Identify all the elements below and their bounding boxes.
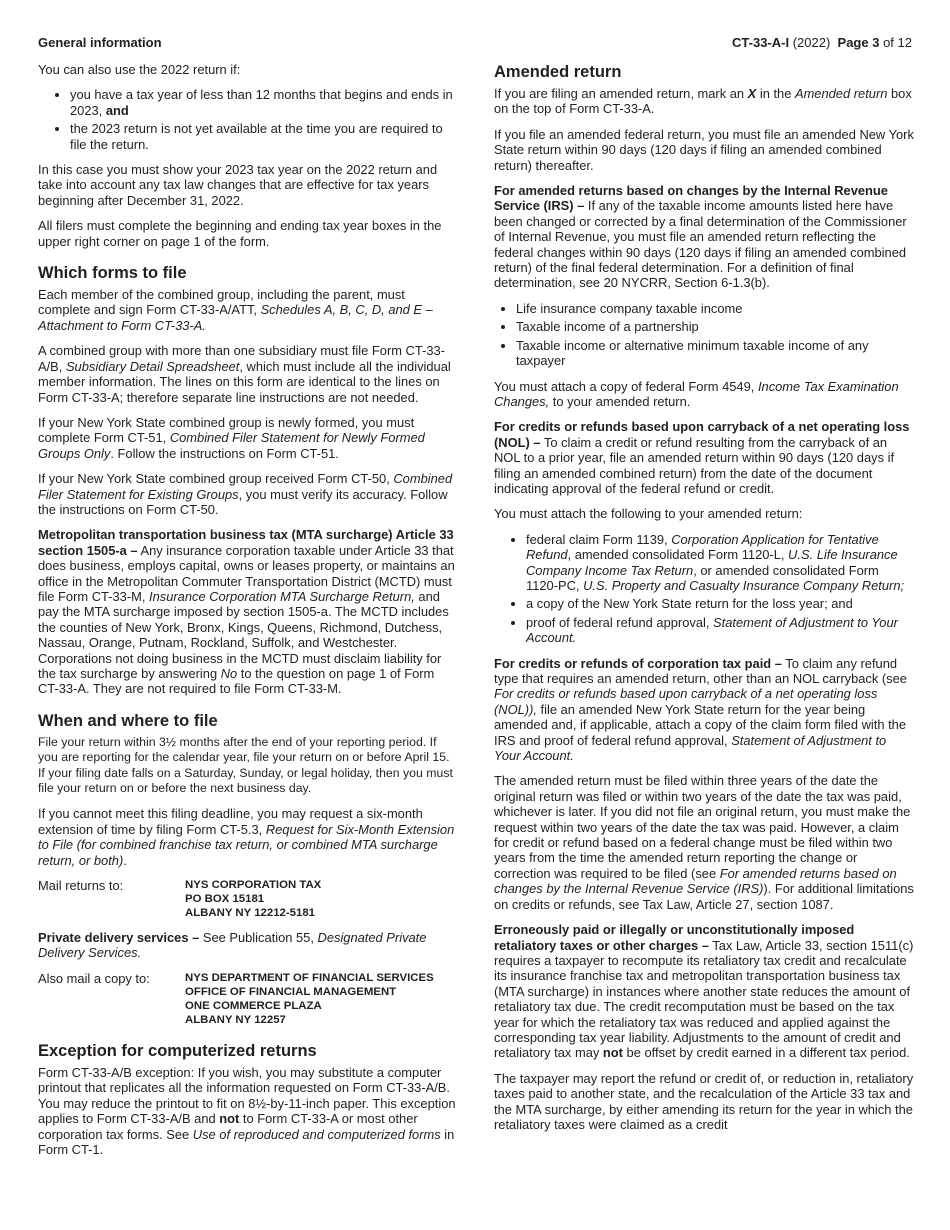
paragraph: If your New York State combined group is newly formed, you must complete Form CT-51, Combined Filer Statement for Newly Formed Groups Only. Follow the instructions on Form CT-51. [38, 414, 425, 461]
paragraph: The amended return must be filed within three years of the date the original return was filed or within two years of the date the tax was paid, whichever is later. If you did not file an original return, you must make the request within two years of the date the tax was paid. However, a claim for credit or refund based on a federal change must be filed within two years from the time the amended return reporting the change or correction was required to be filed (see For amended returns based on changes by the Internal Revenue Service (IRS)). For additional limitations on credits or refunds, see Tax Law, Article 27, section 1087. [494, 773, 914, 912]
mta-surcharge-paragraph: Metropolitan transportation business tax (MTA surcharge) Article 33 section 1505-a – Any insurance corporation taxable under Article 33 that does business, employs capital, owns or leases property, or maintains an office in the Metropolitan Commuter Transportation District (MCTD) must file Form CT-33-M, Insurance Corporation MTA Surcharge Return, and pay the MTA surcharge imposed by section 1505-a. The MCTD includes the counties of New York, Bronx, Kings, Queens, Richmond, Dutchess, Nassau, Orange, Putnam, Rockland, Suffolk, and Westchester. Corporations not doing business in the MCTD must disclaim liability for the tax surcharge by answering No to the question on page 1 of Form CT-33-A. They are not required to file Form CT-33-M. [38, 527, 455, 697]
form-year: (2022) [792, 35, 831, 50]
section-heading-amended: Amended return [494, 63, 622, 81]
page-label: Page 3 [837, 35, 880, 50]
paragraph: If you file an amended federal return, you must file an amended New York State return within 90 days (120 days if filing an amended combined return) thereafter. [494, 126, 914, 173]
mail-label: Mail returns to: [38, 878, 124, 894]
paragraph: You must attach a copy of federal Form 4549, Income Tax Examination Changes, to your amended return. [494, 378, 899, 409]
paragraph: If you are filing an amended return, mark an X in the Amended return box on the top of Form CT-33-A. [494, 86, 912, 117]
page-header [38, 35, 912, 53]
paragraph: If you cannot meet this filing deadline, you may request a six-month extension of time by filing Form CT-5.3, Request for Six-Month Extension to File (for combined franchise tax return, or combined MTA surcharge return, or both). [38, 806, 455, 868]
intro-bullet-list [38, 87, 458, 152]
paragraph: Form CT-33-A/B exception: If you wish, you may substitute a computer printout that replicates all the information requested on Form CT-33-A/B. You may reduce the printout to fit on 8½-by-11-inch paper. This exception applies to Form CT-33-A/B and not to Form CT-33-A or most other corporation tax forms. See Use of reproduced and computerized forms in Form CT-1. [38, 1064, 456, 1157]
list-item: • federal claim Form 1139, Corporation Application for Tentative Refund, amended consolidated Form 1120-L, U.S. Life Insurance Company Income Tax Return, or amended consolidated Form 1120-PC, U.S. Property and Casualty Insurance Company Return; [526, 532, 914, 594]
list-item: • a copy of the New York State return for the loss year; and [526, 596, 914, 611]
list-item: • Taxable income or alternative minimum taxable income of any taxpayer [516, 338, 914, 369]
section-title: General information [38, 35, 162, 50]
corp-tax-paragraph: For credits or refunds of corporation tax paid – To claim any refund type that requires an amended return, other than an NOL carryback (see For credits or refunds based upon carryback of a net operating loss (NOL)), file an amended New York State return for the year being amended and, if applicable, attach a copy of the claim form filed with the IRS and proof of federal refund approval, Statement of Adjustment to Your Account. [494, 655, 907, 764]
irs-paragraph: For amended returns based on changes by the Internal Revenue Service (IRS) – If any of the taxable income amounts listed here have been changed or corrected by a final determination of the Commissioner of Internal Revenue, you must file an amended return reflecting the federal changes within 90 days (120 days if filing an amended combined return) of the final federal determination. For a definition of final determination, see 20 NYCRR, Section 6-1.3(b). [494, 183, 907, 291]
list-item: • Life insurance company taxable income [516, 301, 914, 316]
copy-address-block [38, 971, 458, 1027]
section-heading-exception: Exception for computerized returns [38, 1041, 317, 1060]
irs-bullet-list [494, 301, 914, 369]
section-heading-which-forms: Which forms to file [38, 264, 187, 283]
nol-paragraph: For credits or refunds based upon carryback of a net operating loss (NOL) – To claim a credit or refund resulting from the carryback of an NOL to a prior year, file an amended return within 90 days (120 days if filing an amended combined return) from the date of the document indicating approval of the federal refund or credit. [494, 419, 910, 496]
paragraph: If your New York State combined group received Form CT-50, Combined Filer Statement for Existing Groups, you must verify its accuracy. Follow the instructions on Form CT-50. [38, 471, 453, 517]
mail-address: NYS CORPORATION TAX PO BOX 15181 ALBANY NY 12212-5181 [185, 879, 322, 920]
right-column [494, 62, 914, 1142]
list-item: • proof of federal refund approval, Statement of Adjustment to Your Account. [526, 615, 914, 646]
form-id: CT-33-A-I [732, 35, 790, 50]
page-total: of 12 [883, 35, 912, 50]
form-identifier [732, 35, 912, 50]
private-delivery-paragraph: Private delivery services – See Publication 55, Designated Private Delivery Services. [38, 930, 427, 961]
paragraph: Each member of the combined group, including the parent, must complete and sign Form CT-33-A/ATT, Schedules A, B, C, D, and E – Attachment to Form CT-33-A. [38, 287, 433, 333]
intro-text: You can also use the 2022 return if: [38, 62, 241, 77]
list-item: • you have a tax year of less than 12 months that begins and ends in 2023, and [70, 87, 458, 118]
list-item: • Taxable income of a partnership [516, 319, 914, 334]
list-item: • the 2023 return is not yet available at the time you are required to file the return. [70, 121, 458, 152]
mail-address-block [38, 878, 458, 920]
left-column [38, 62, 458, 1167]
paragraph: A combined group with more than one subsidiary must file Form CT-33-A/B, Subsidiary Detail Spreadsheet, which must include all the individual member information. The lines on this form are identical to the lines on Form CT-33-A; therefore separate line instructions are not needed. [38, 343, 451, 405]
section-heading-when-where: When and where to file [38, 711, 218, 730]
paragraph: The taxpayer may report the refund or credit of, or reduction in, retaliatory taxes paid to another state, and the recalculation of the Article 33 tax and the MTA surcharge, by either amending its return for the year in which the retaliatory taxes were claimed as a credit [494, 1070, 914, 1132]
paragraph: All filers must complete the beginning and ending tax year boxes in the upper right corner on page 1 of the form. [38, 218, 442, 249]
copy-address: NYS DEPARTMENT OF FINANCIAL SERVICES OFFICE OF FINANCIAL MANAGEMENT ONE COMMERCE PLAZA ALBANY NY 12257 [185, 971, 434, 1026]
nol-bullet-list [494, 532, 914, 646]
retaliatory-paragraph: Erroneously paid or illegally or unconstitutionally imposed retaliatory taxes or other charges – Tax Law, Article 33, section 1511(c) requires a taxpayer to recompute its retaliatory tax credit and recalculate its insurance franchise tax and metropolitan transportation business tax (MTA surcharge) in instances where another state reduces the amount of retaliatory tax due. The credit recomputation must be based on the tax year for which the retaliatory tax was reduced and applied against the corresponding tax year liability. Adjustments to the amount of credit and retaliatory tax may not be offset by credit earned in a different tax period. [494, 922, 914, 1061]
paragraph: You must attach the following to your amended return: [494, 506, 803, 522]
paragraph: File your return within 3½ months after the end of your reporting period. If you are reporting for the calendar year, file your return on or before April 15. If your filing date falls on a Saturday, Sunday, or legal holiday, then you must file your return on or before the next business day. [38, 734, 453, 796]
paragraph: In this case you must show your 2023 tax year on the 2022 return and take into account any tax law changes that are effective for tax years beginning after December 31, 2022. [38, 162, 438, 208]
copy-label: Also mail a copy to: [38, 970, 150, 986]
